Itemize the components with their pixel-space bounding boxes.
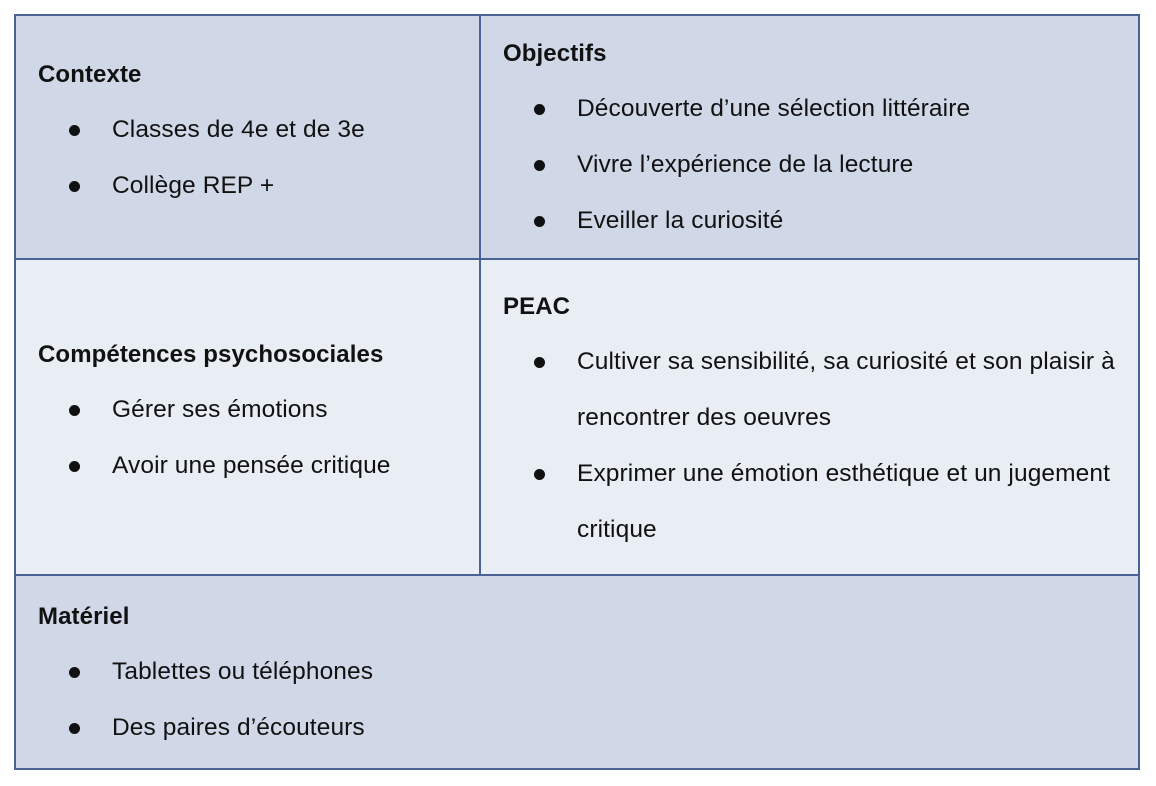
project-table — [14, 14, 1140, 770]
list-item — [503, 193, 1116, 249]
list-item-text: Découverte d’une sélection littéraire — [577, 95, 971, 122]
list-item — [503, 137, 1116, 193]
list-item-text: Collège REP + — [112, 172, 275, 199]
bullet-icon — [534, 104, 545, 115]
list-item — [503, 446, 1116, 558]
contexte-heading: Contexte — [38, 61, 142, 88]
competences-heading: Compétences psychosociales — [38, 341, 384, 368]
bullet-icon — [69, 181, 80, 192]
bullet-icon — [69, 125, 80, 136]
bullet-icon — [534, 216, 545, 227]
objectifs-heading: Objectifs — [503, 40, 607, 67]
objectifs-cell — [481, 16, 1138, 260]
list-item-text: Des paires d’écouteurs — [112, 714, 365, 741]
list-item — [38, 158, 457, 214]
list-item-text: Vivre l’expérience de la lecture — [577, 151, 914, 178]
bullet-icon — [69, 667, 80, 678]
bullet-icon — [69, 723, 80, 734]
list-item — [503, 81, 1116, 137]
materiel-heading: Matériel — [38, 603, 130, 630]
list-item — [38, 700, 1116, 756]
competences-cell — [16, 260, 481, 576]
peac-heading: PEAC — [503, 293, 571, 320]
peac-cell — [481, 260, 1138, 576]
list-item — [38, 438, 457, 494]
list-item — [38, 644, 1116, 700]
list-item-text: Classes de 4e et de 3e — [112, 116, 365, 143]
list-item-text: Cultiver sa sensibilité, sa curiosité et son plaisir à rencontrer des oeuvres — [577, 348, 1115, 431]
list-item-text: Gérer ses émotions — [112, 396, 328, 423]
objectifs-list — [503, 81, 1116, 249]
bullet-icon — [534, 160, 545, 171]
competences-list — [38, 382, 457, 494]
contexte-cell — [16, 16, 481, 260]
bullet-icon — [69, 461, 80, 472]
list-item-text: Tablettes ou téléphones — [112, 658, 374, 685]
peac-list — [503, 334, 1116, 558]
list-item — [38, 102, 457, 158]
list-item-text: Exprimer une émotion esthétique et un jugement critique — [577, 460, 1111, 543]
list-item — [503, 334, 1116, 446]
materiel-list — [38, 644, 1116, 756]
bullet-icon — [534, 469, 545, 480]
list-item-text: Avoir une pensée critique — [112, 452, 391, 479]
bullet-icon — [69, 405, 80, 416]
bullet-icon — [534, 357, 545, 368]
contexte-list — [38, 102, 457, 214]
list-item — [38, 382, 457, 438]
list-item-text: Eveiller la curiosité — [577, 207, 784, 234]
materiel-cell — [16, 576, 1138, 768]
